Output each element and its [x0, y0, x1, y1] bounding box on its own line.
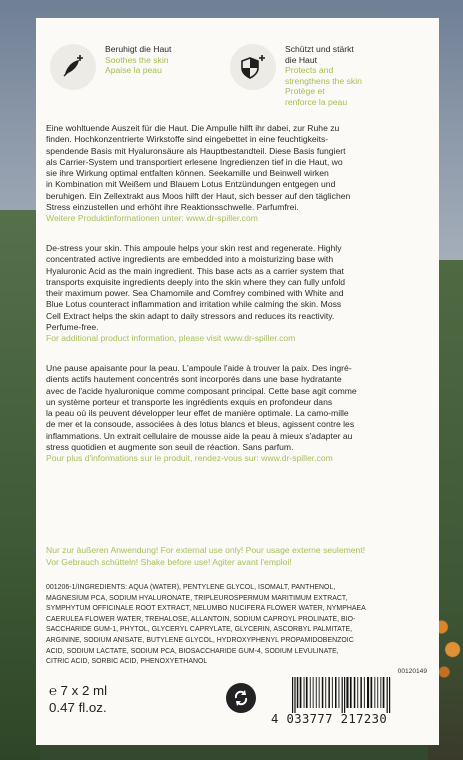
barcode-bar — [328, 677, 330, 708]
barcode-bar — [344, 677, 345, 713]
barcode-bar — [371, 677, 373, 708]
ingredients-line: SACCHARIDE GUM-1, PHYTOL, GLYCERYL CAPRYLATE, GLYCERIN, ASCORBYL PALMITATE, — [46, 626, 353, 634]
german-line: Eine wohltuende Auszeit für die Haut. Die Ampulle hilft ihr dabei, zur Ruhe zu — [46, 123, 340, 133]
french-line: Une pause apaisante pour la peau. L'ampoule l'aide à trouver la paix. Des ingré- — [46, 363, 352, 373]
ingredients-line: ARGININE, SODIUM ANISATE, BUTYLENE GLYCOL, HYDROXYPHENYL PROPAMIDOBENZOIC — [46, 636, 354, 644]
barcode-bar — [350, 677, 352, 708]
french-line: stress quotidien et augmente son seuil de réaction. Sans parfum. — [46, 442, 294, 453]
ingredients-line: SYMPHYTUM OFFICINALE ROOT EXTRACT, NELUMBO NUCIFERA FLOWER WATER, NYMPHAEA — [46, 605, 366, 613]
barcode-bar — [364, 677, 365, 708]
volume-floz: 0.47 fl.oz. — [49, 700, 107, 715]
english-line: transports exquisite ingredients deeply into the skin where they can fully unfold — [46, 276, 346, 287]
french-line: un système porteur et transporte les ingrédients exquis en profondeur dans — [46, 396, 333, 407]
feature-soothes-en: Soothes the skin — [105, 54, 169, 65]
german-line: Stress einzustellen und erhöht ihre Reaktionsschwelle. Parfumfrei. — [46, 202, 299, 213]
ingredients-line: CAERULEA FLOWER WATER, TREHALOSE, ALLANTOIN, SODIUM CAPROYL PROLINATE, BIO- — [46, 615, 356, 623]
feature-protects-fr-line2: renforce la peau — [285, 96, 348, 107]
volume-ml: 7 x 2 ml — [60, 683, 108, 698]
english-line: De-stress your skin. This ampoule helps your skin rest and regenerate. Highly — [46, 243, 342, 253]
feature-protects — [230, 44, 362, 108]
english-line: Perfume-free. — [46, 322, 99, 333]
german-website-link: Weitere Produktinformationen unter: www.dr-spiller.com — [46, 213, 258, 224]
german-line: beruhigen. Ein Zellextrakt aus Moos hilft der Haut, sich besser auf den täglichen — [46, 190, 351, 201]
ingredients-list — [46, 583, 436, 668]
barcode-bar — [313, 677, 314, 708]
french-description — [46, 363, 430, 465]
feature-soothes-fr: Apaise la peau — [105, 65, 162, 76]
feature-protects-de-line2: die Haut — [285, 54, 318, 65]
barcode-bar — [316, 677, 317, 708]
barcode — [290, 677, 428, 713]
french-line: avec de l'acide hyaluronique comme composant principal. Cette base agit comme — [46, 385, 357, 396]
warning-external-use: Nur zur äußeren Anwendung! For external use only! Pour usage externe seulement! — [46, 545, 366, 555]
french-line: inflammations. Un extrait cellulaire de mousse aide la peau à mieux s'adapter au — [46, 430, 353, 441]
feature-protects-en-line1: Protects and — [285, 65, 334, 76]
barcode-bar — [332, 677, 333, 708]
barcode-bar — [354, 677, 356, 708]
english-line: Hyaluronic Acid as the main ingredient. This base acts as a carrier system that — [46, 265, 344, 276]
barcode-bar — [342, 677, 343, 713]
french-line: la peau où ils peuvent développer leur effet de manière optimale. La camo-mille — [46, 408, 349, 419]
recycling-icon — [226, 683, 256, 713]
estimated-sign-icon: ℮ — [49, 683, 57, 698]
barcode-bar — [300, 677, 302, 708]
english-line: Blue Lotus counteract inflammation and irritation while calming the skin. Moss — [46, 299, 342, 310]
barcode-bar — [319, 677, 320, 708]
barcode-bar — [322, 677, 324, 708]
volume-info — [49, 682, 107, 716]
french-line: de mer et la consoude, associées à des lotus blancs et bleus, agissent contre les — [46, 419, 355, 430]
barcode-bar — [374, 677, 375, 708]
barcode-bar — [383, 677, 385, 708]
feature-protects-en-line2: strengthens the skin — [285, 75, 362, 86]
barcode-bar — [380, 677, 381, 708]
background-hill-left — [0, 210, 40, 760]
barcode-bar — [389, 677, 390, 713]
barcode-digits: 4 033777 217230 — [271, 712, 388, 726]
german-line: finden. Hochkonzentrierte Wirkstoffe sind eingebettet in eine feuchtigkeits- — [46, 134, 329, 145]
feature-protects-de-line1: Schützt und stärkt — [285, 44, 354, 54]
german-line: als Carrier-System und transportiert erlesene Ingredienzen tief in die Haut, wo — [46, 156, 343, 167]
ingredients-line: ACID, SODIUM LACTATE, SODIUM PCA, BIOSACCHARIDE GUM-4, SODIUM LEVULINATE, — [46, 647, 339, 655]
shield-plus-icon — [230, 44, 276, 90]
barcode-bar — [304, 677, 305, 708]
barcode-bar — [357, 677, 358, 708]
german-description — [46, 123, 430, 225]
feature-soothes-de: Beruhigt die Haut — [105, 44, 172, 54]
barcode-bar — [387, 677, 388, 713]
german-line: in Kombination mit Weißem und Blauem Lotus Entzündungen entgegen und — [46, 179, 336, 190]
english-line: concentrated active ingredients are embedded into a moisturizing base with — [46, 254, 334, 265]
warning-shake: Vor Gebrauch schütteln! Shake before use! Agiter avant l'emploi! — [46, 556, 292, 567]
barcode-bar — [306, 677, 308, 708]
feather-plus-icon — [50, 44, 96, 90]
german-line: spendende Basis mit Hyaluronsäure als Hauptbestandteil. Diese Basis fungiert — [46, 145, 346, 156]
product-code: 00120149 — [397, 668, 427, 675]
english-line: Cell Extract helps the skin adapt to daily stressors and reduces its reactivity. — [46, 310, 335, 321]
barcode-bar — [310, 677, 311, 708]
barcode-bar — [335, 677, 337, 708]
german-line: sie ihre Wirkung optimal entfalten können. Seekamille und Beinwell wirken — [46, 168, 329, 179]
product-label-card — [36, 18, 439, 745]
barcode-bar — [325, 677, 326, 708]
barcode-bar — [346, 677, 348, 708]
feature-soothes — [50, 44, 171, 90]
french-line: dients actifs hautement concentrés sont incorporés dans une base hydratante — [46, 374, 342, 385]
feature-protects-fr-line1: Protège et — [285, 86, 325, 97]
ingredients-line: MAGNESIUM PCA, SODIUM HYALURONATE, TRIPLEUROSPERMUM MARITIMUM EXTRACT, — [46, 594, 348, 602]
barcode-bar — [367, 677, 369, 708]
english-website-link: For additional product information, please visit www.dr-spiller.com — [46, 333, 296, 344]
barcode-bar — [297, 677, 299, 708]
ingredients-line: 001206-1/INGREDIENTS: AQUA (WATER), PENTYLENE GLYCOL, ISOMALT, PANTHENOL, — [46, 584, 336, 591]
usage-warnings — [46, 545, 430, 568]
english-line: their maximum power. Sea Chamomile and Comfrey combined with White and — [46, 288, 344, 299]
barcode-bar — [360, 677, 362, 708]
barcode-bar — [339, 677, 340, 708]
barcode-bar — [377, 677, 378, 708]
english-description — [46, 243, 430, 345]
barcode-bar — [292, 677, 293, 713]
ingredients-line: CITRIC ACID, SORBIC ACID, PHENOXYETHANOL — [46, 658, 208, 666]
french-website-link: Pour plus d'informations sur le produit, rendez-vous sur: www.dr-spiller.com — [46, 453, 333, 464]
barcode-bar — [294, 677, 295, 713]
